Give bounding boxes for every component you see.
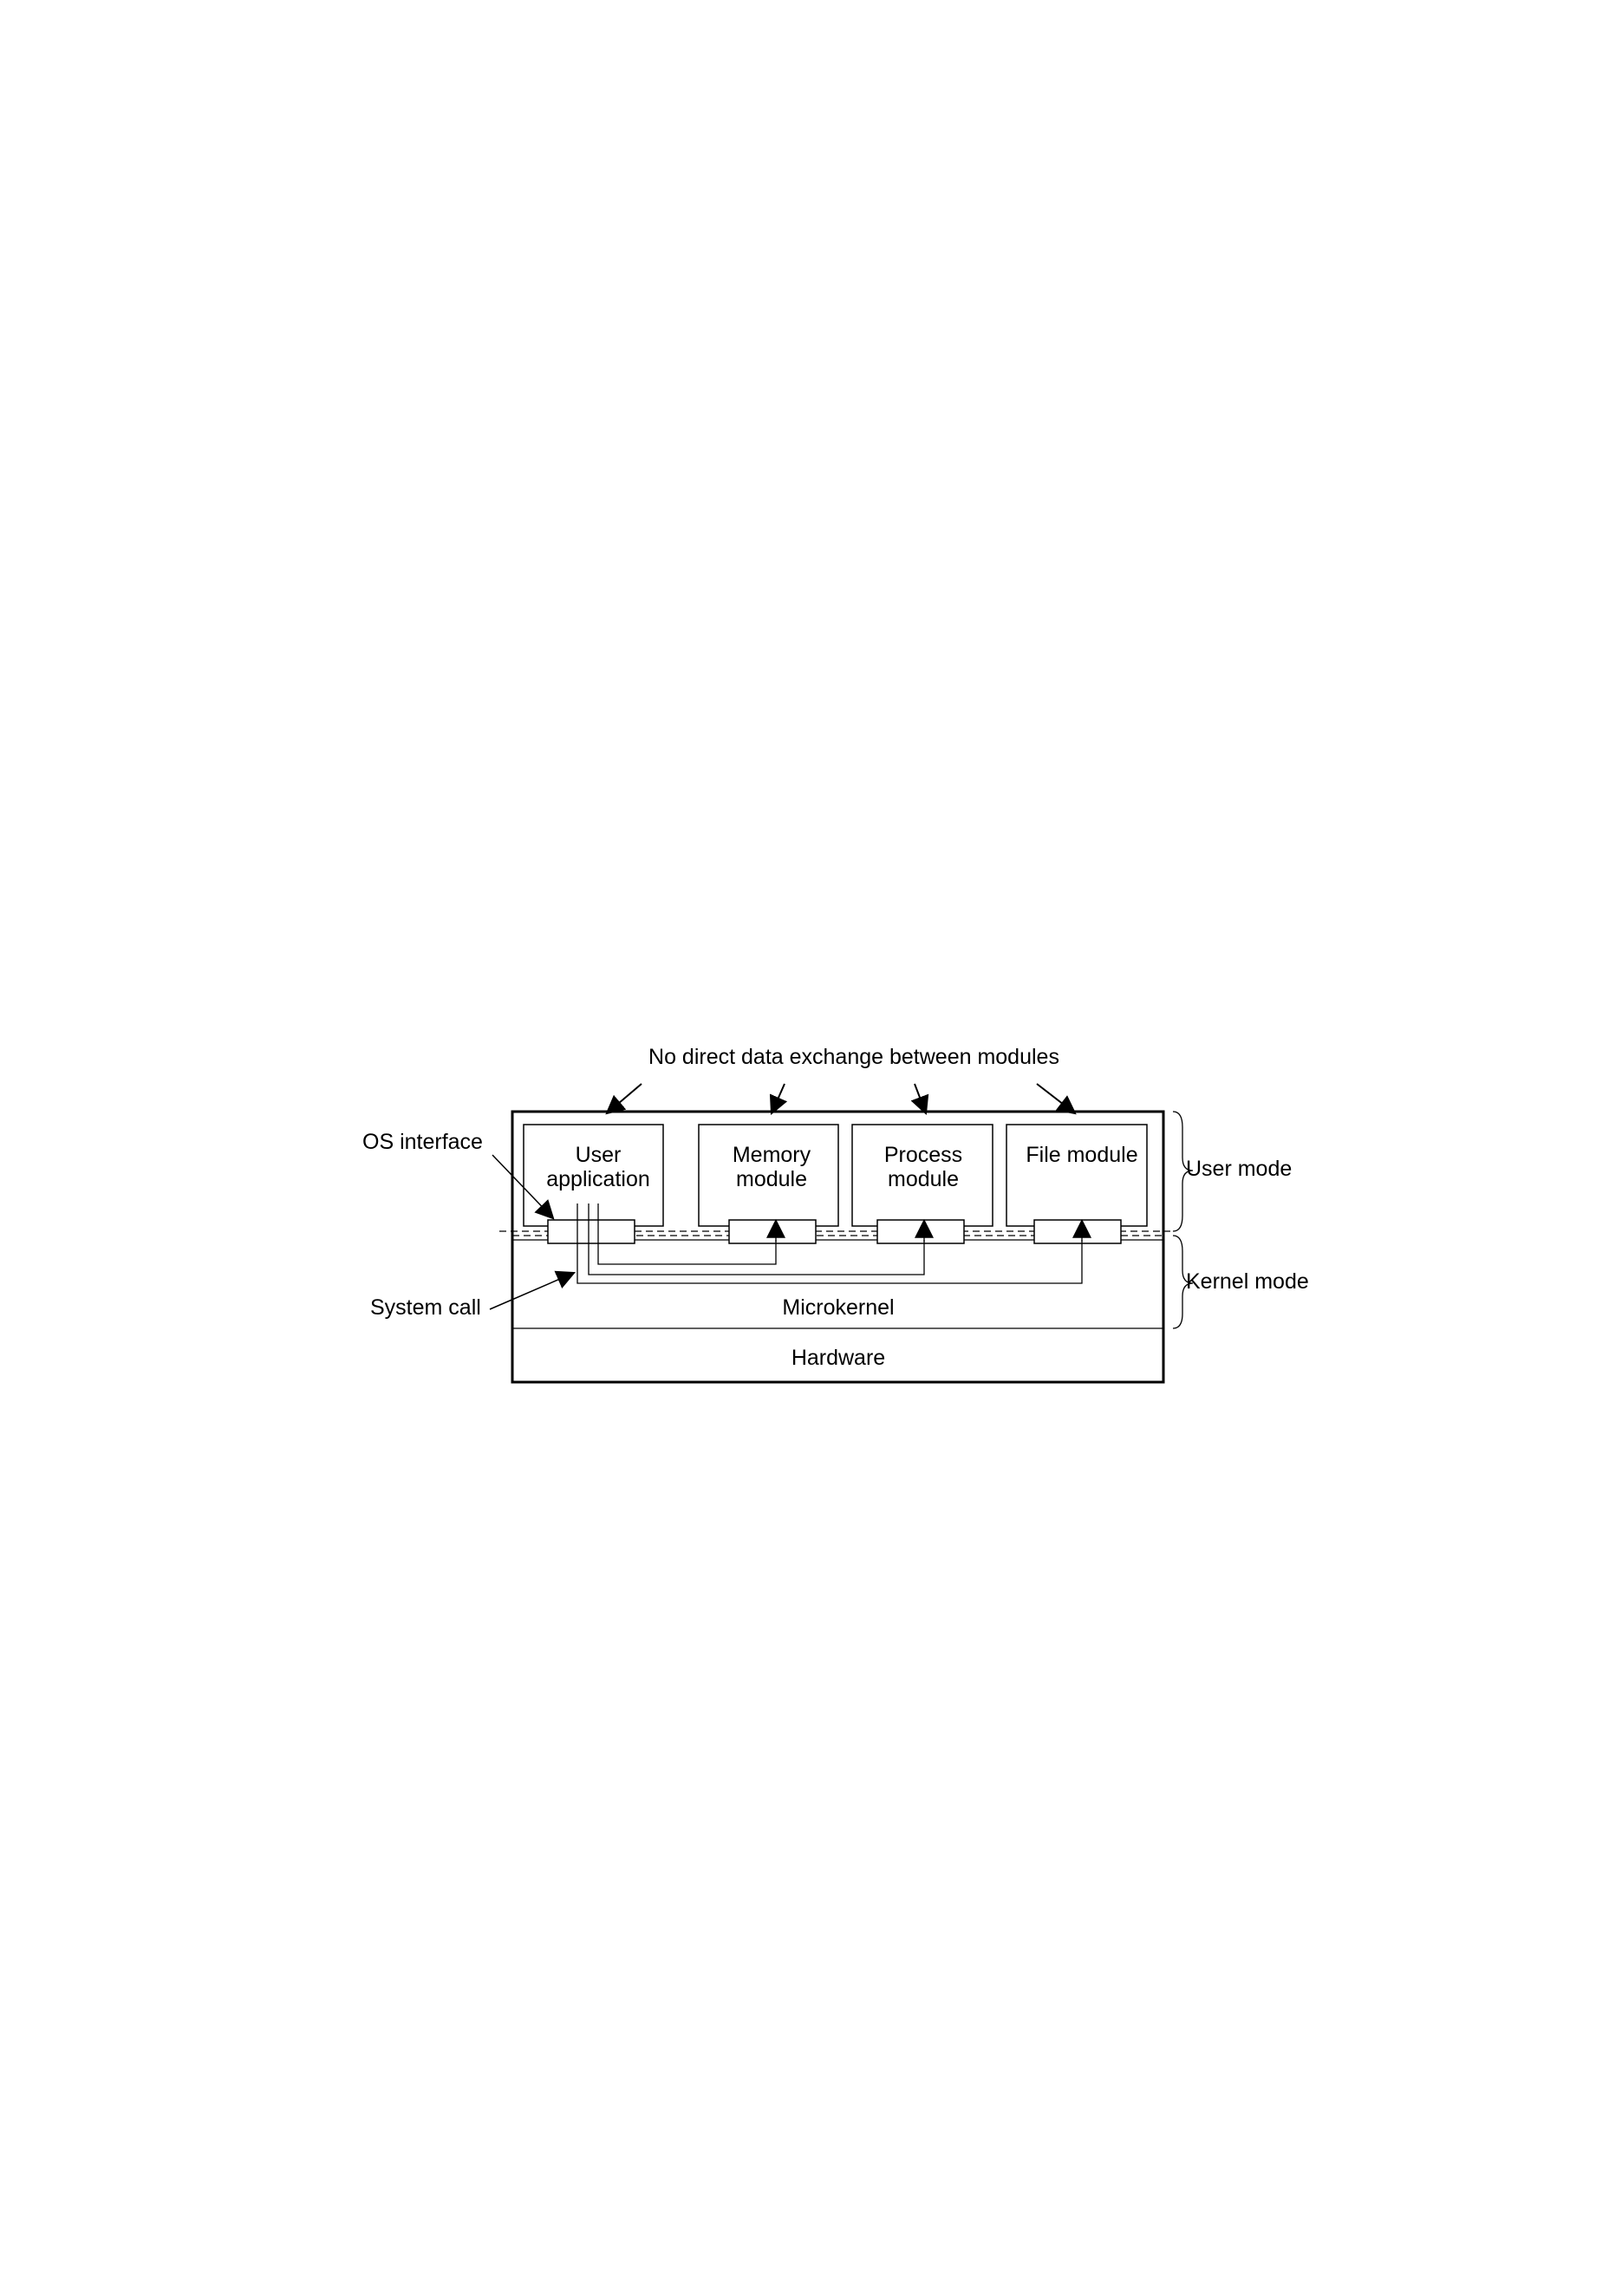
- os-interface-box: [1034, 1220, 1121, 1243]
- module-box-file: [1006, 1125, 1147, 1226]
- microkernel-label: Microkernel: [782, 1295, 895, 1320]
- module-label: module: [736, 1167, 807, 1191]
- module-label: File module: [1026, 1143, 1138, 1167]
- user-mode-label: User mode: [1186, 1157, 1293, 1181]
- module-label: module: [888, 1167, 959, 1191]
- module-label: Memory: [732, 1143, 811, 1167]
- kernel-mode-label: Kernel mode: [1186, 1269, 1309, 1294]
- system-call-pointer: [490, 1273, 574, 1309]
- system-call-callout: System call: [370, 1295, 481, 1320]
- os-interface-callout: OS interface: [362, 1130, 483, 1154]
- module-label: Process: [883, 1143, 963, 1167]
- os-interface-box: [877, 1220, 964, 1243]
- no-exchange-arrows: [607, 1084, 1075, 1113]
- heading-text: No direct data exchange between modules: [648, 1045, 1059, 1069]
- module-label: User: [575, 1143, 622, 1167]
- module-label: application: [546, 1167, 650, 1191]
- hardware-label: Hardware: [791, 1346, 886, 1370]
- os-interface-box: [729, 1220, 816, 1243]
- os-interface-pointer: [492, 1155, 553, 1218]
- os-interface-box: [548, 1220, 635, 1243]
